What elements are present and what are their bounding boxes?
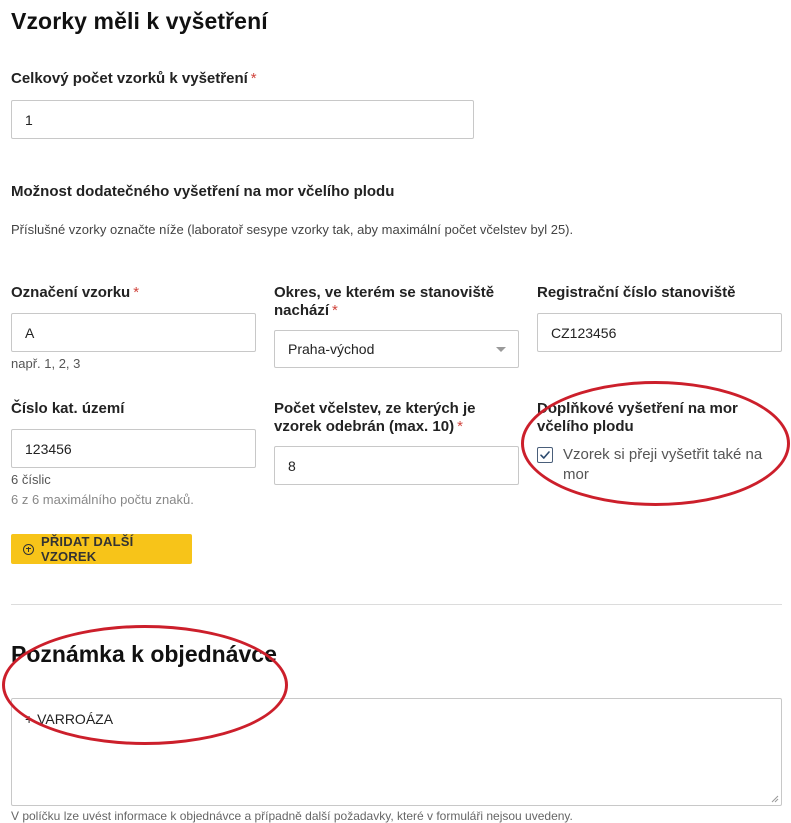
total-samples-value: 1 [25,111,33,128]
district-select[interactable] [274,330,519,368]
total-samples-input[interactable] [11,100,474,139]
resize-handle-icon[interactable] [771,795,779,803]
order-note-help-text: V políčku lze uvést informace k objednávce a případně další požadavky, které v formuláři nejsou uvedeny. [11,809,573,823]
foulbrood-section-title: Možnost dodatečného vyšetření na mor včelího plodu [11,183,395,200]
foulbrood-checkbox[interactable] [537,447,553,463]
district-label-text: Okres, ve kterém se stanoviště nachází [274,284,495,319]
cadastral-hint: 6 číslic [11,472,51,487]
cadastral-input[interactable] [11,429,256,468]
sample-id-label-text: Označení vzorku [11,284,131,301]
required-mark: * [250,70,257,87]
total-samples-label [11,70,257,88]
sample-id-label [11,284,251,302]
colonies-value: 8 [288,457,296,474]
required-mark: * [457,418,463,435]
district-selected-value: Praha-východ [288,341,375,357]
add-sample-button[interactable] [11,534,192,564]
colonies-label-text: Počet včelstev, ze kterých je vzorek odebrán (max. 10) [274,400,476,435]
registration-label: Registrační číslo stanoviště [537,284,736,301]
cadastral-char-counter: 6 z 6 maximálního počtu znaků. [11,492,194,507]
section-divider [11,604,782,605]
sample-id-value: A [25,324,35,341]
plus-circle-icon [23,544,34,555]
checkmark-icon [539,449,551,461]
foulbrood-section-description: Příslušné vzorky označte níže (laboratoř sesype vzorky tak, aby maximální počet včelstev byl 25). [11,222,574,237]
cadastral-value: 123456 [25,440,72,457]
total-samples-label-text: Celkový počet vzorků k vyšetření [11,70,248,87]
colonies-label [274,400,514,436]
foulbrood-checkbox-label[interactable]: Vzorek si přeji vyšetřit také na mor [563,446,763,483]
order-note-value: + VARROÁZA [25,711,114,727]
foulbrood-label: Doplňkové vyšetření na mor včelího plodu [537,400,738,435]
district-label [274,284,519,320]
page-title: Vzorky měli k vyšetření [11,8,268,34]
required-mark: * [332,302,338,319]
colonies-input[interactable] [274,446,519,485]
order-note-title: Poznámka k objednávce [11,641,277,667]
sample-id-hint: např. 1, 2, 3 [11,356,81,371]
order-note-textarea[interactable] [11,698,782,806]
sample-id-input[interactable] [11,313,256,352]
add-sample-button-label: PŘIDAT DALŠÍ VZOREK [40,534,134,564]
chevron-down-icon [496,347,506,352]
registration-input[interactable] [537,313,782,352]
cadastral-label: Číslo kat. území [11,400,125,417]
registration-value: CZ123456 [551,324,617,341]
required-mark: * [133,284,140,301]
